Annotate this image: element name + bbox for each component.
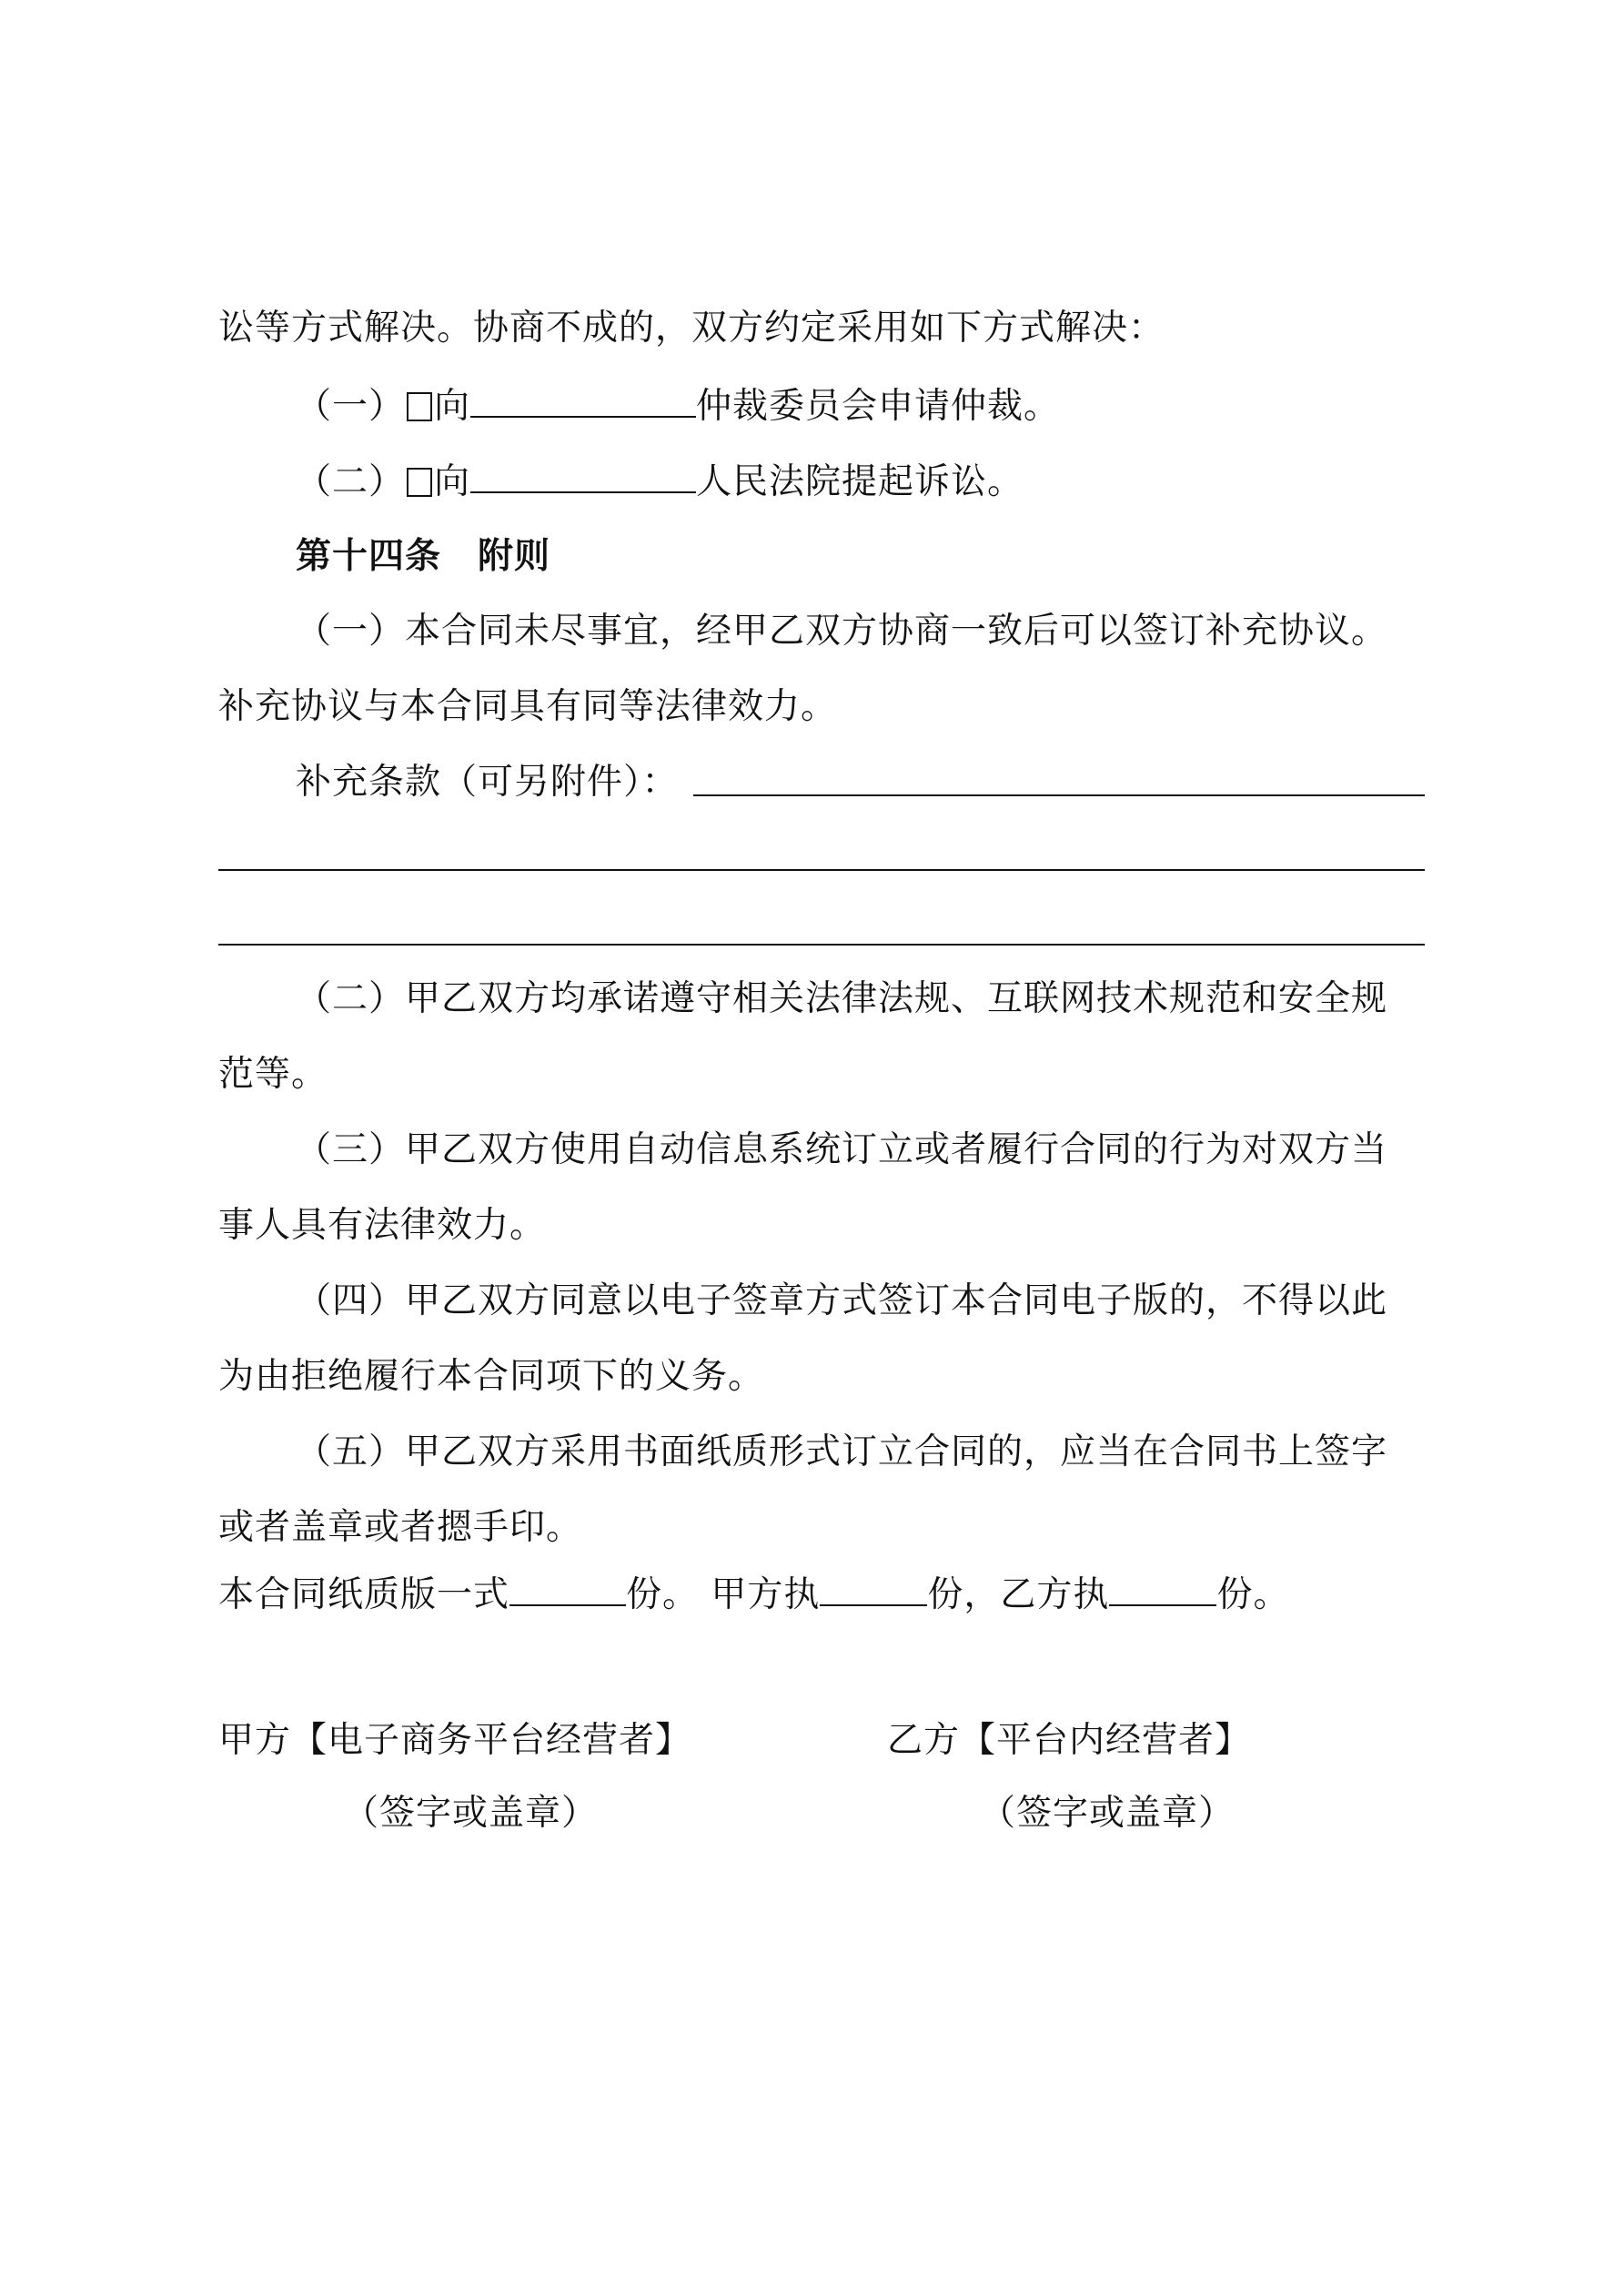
arbitration-checkbox[interactable]	[407, 392, 432, 421]
copies-part1: 本合同纸质版一式	[218, 1574, 510, 1615]
arbitration-committee-blank[interactable]	[470, 379, 696, 418]
clause13-option1	[296, 379, 1060, 432]
clause14-item4-line2: 为由拒绝履行本合同项下的义务。	[218, 1356, 765, 1397]
clause14-item5-line1: （五）甲乙双方采用书面纸质形式订立合同的，应当在合同书上签字	[296, 1431, 1388, 1472]
total-copies-blank[interactable]	[509, 1568, 626, 1606]
option1-prefix: （一）	[296, 386, 406, 427]
clause13-continuation: 讼等方式解决。协商不成的，双方约定采用如下方式解决：	[218, 308, 1165, 349]
litigation-checkbox[interactable]	[407, 468, 432, 497]
supplement-label: 补充条款（可另附件）：	[296, 762, 679, 803]
clause14-item2-line1: （二）甲乙双方均承诺遵守相关法律法规、互联网技术规范和安全规	[296, 978, 1388, 1019]
party-a-sign-note: （签字或盖章）	[343, 1793, 599, 1834]
copies-line	[218, 1568, 1289, 1621]
court-blank[interactable]	[470, 455, 696, 493]
party-a-copies-blank[interactable]	[820, 1568, 927, 1606]
party-b-copies-blank[interactable]	[1109, 1568, 1216, 1606]
clause14-item3-line2: 事人具有法律效力。	[218, 1205, 547, 1246]
clause14-item3-line1: （三）甲乙双方使用自动信息系统订立或者履行合同的行为对双方当	[296, 1129, 1388, 1170]
option2-pre: 向	[434, 461, 471, 502]
copies-part2: 份。 甲方执	[626, 1574, 821, 1615]
option2-post: 人民法院提起诉讼。	[696, 461, 1024, 502]
clause14-item5-line2: 或者盖章或者摁手印。	[218, 1507, 583, 1548]
clause14-item2-line2: 范等。	[218, 1054, 328, 1095]
supplement-line-2[interactable]	[218, 869, 1425, 871]
party-a-title: 甲方【电子商务平台经营者】	[218, 1720, 692, 1761]
option1-pre: 向	[434, 386, 471, 427]
option2-prefix: （二）	[296, 461, 406, 502]
supplement-line-1[interactable]	[693, 794, 1425, 796]
copies-part3: 份，乙方执	[927, 1574, 1110, 1615]
option1-post: 仲裁委员会申请仲裁。	[696, 386, 1061, 427]
party-b-sign-note: （签字或盖章）	[980, 1793, 1236, 1834]
copies-part4: 份。	[1216, 1574, 1290, 1615]
clause14-item1-line2: 补充协议与本合同具有同等法律效力。	[218, 686, 838, 727]
party-b-title: 乙方【平台内经营者】	[887, 1720, 1252, 1761]
clause14-heading: 第十四条 附则	[296, 535, 551, 577]
clause14-item1-line1: （一）本合同未尽事宜，经甲乙双方协商一致后可以签订补充协议。	[296, 611, 1388, 652]
clause14-item4-line1: （四）甲乙双方同意以电子签章方式签订本合同电子版的，不得以此	[296, 1280, 1388, 1321]
supplement-line-3[interactable]	[218, 944, 1425, 946]
clause13-option2	[296, 455, 1024, 508]
